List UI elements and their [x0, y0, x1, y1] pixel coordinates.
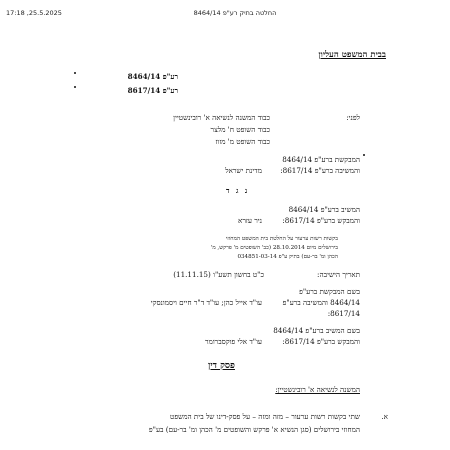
appeal-note-line-2: בירושלים מיום 28.10.2014 (כב' השופטים מ' פרקש, מ'	[210, 245, 338, 251]
counsel2-role-2: והמבקש ברע"פ 8617/14:	[282, 337, 360, 346]
counsel1-names: עו"ד אייל כהן; עו"ד ד"ר חיים ויסמונסקי	[150, 298, 262, 307]
party1-role-1: המבקשת ברע"פ 8464/14	[282, 155, 360, 164]
print-timestamp: 17:18 ,25.5.2025	[6, 9, 62, 17]
counsel1-role-2: 8464/14 והמשיבה ברע"פ	[282, 298, 360, 307]
party1-name: מדינת ישראל	[225, 166, 262, 175]
case-number-2: רע"פ 8617/14	[127, 86, 178, 95]
against-label: נ ג ד	[226, 186, 250, 195]
party2-role-1: המשיב ברע"פ 8464/14	[288, 205, 360, 214]
judge-1: כבוד המשנה לנשיאה א' רובינשטיין	[173, 113, 270, 122]
bench-label: לפני:	[346, 113, 360, 122]
court-title: בבית המשפט העליון	[318, 50, 386, 60]
appeal-note-line-1: בקשות רשות ערעור על החלטת בית המשפט המחוזי	[225, 236, 338, 242]
hearing-label: תאריך הישיבה:	[317, 270, 360, 279]
judgment-heading: פסק דין	[208, 361, 235, 371]
counsel1-role-3: 8617/14:	[327, 309, 360, 318]
case-number-1: רע"פ 8464/14	[127, 72, 178, 81]
counsel1-role-1: בשם המבקשת ברע"פ	[299, 287, 360, 296]
bullet-dot	[74, 86, 76, 88]
print-doc-title: החלטה בתיק רע"פ 8464/14	[193, 9, 277, 17]
counsel2-role-1: בשם המשיב ברע"פ 8464/14	[273, 326, 360, 335]
appeal-note-line-3: הכהן ומ' בר-עם) בתיק ע"פ 034851-03-14	[237, 254, 338, 260]
counsel2-names: עו"ד אלי פוקסברומר	[205, 337, 262, 346]
party2-name: ניר עזרא	[238, 216, 262, 225]
judge-opinion-heading: המשנה לנשיאה א' רובינשטיין:	[275, 385, 360, 394]
party2-role-2: והמבקש ברע"פ 8617/14:	[282, 216, 360, 225]
paragraph-marker: א.	[381, 412, 388, 421]
party1-role-2: והמשיבה ברע"פ 8617/14:	[280, 166, 360, 175]
bullet-dot	[363, 154, 365, 156]
bullet-dot	[74, 72, 76, 74]
paragraph-line-2: המחוזי בירושלים (סגן הנשיא א' פרקש והשופטים מ' הכהן ומ' בר-עם) בע"פ	[148, 425, 360, 434]
paragraph-line-1: שתי בקשות רשות ערעור – מזה ומזה – על פסק-דינו של בית המשפט	[170, 412, 360, 421]
hearing-date: כ"ט בחשון תשע"ו (11.11.15)	[173, 270, 264, 279]
judge-3: כבוד השופט מ' מזוז	[215, 137, 270, 146]
judge-2: כבוד השופט ח' מלצר	[210, 125, 270, 134]
